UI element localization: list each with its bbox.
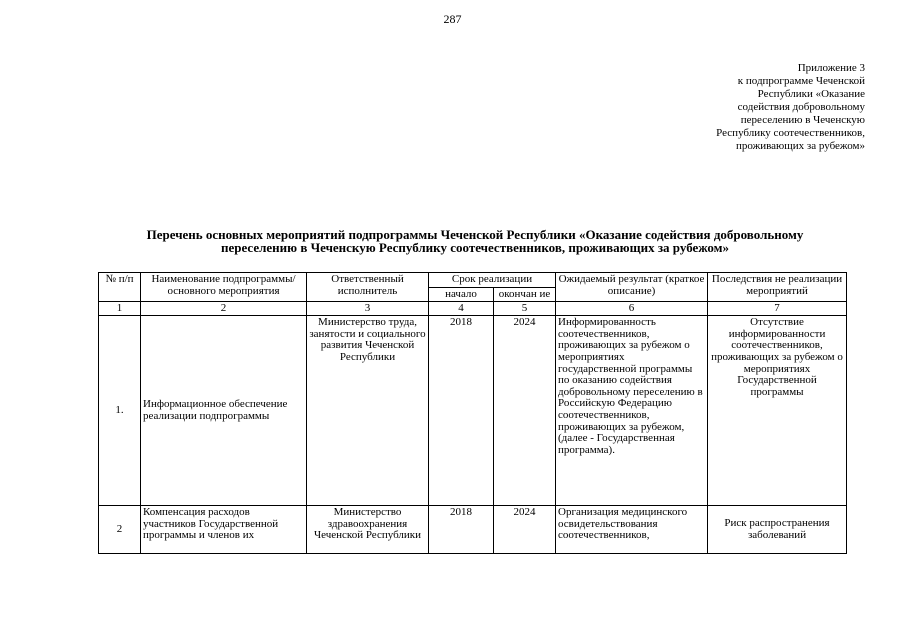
appendix-line: переселению в Чеченскую [740,114,865,126]
column-number: 3 [307,302,429,316]
appendix-line: Республики «Оказание [757,88,865,100]
appendix-line: Республику соотечественников, [716,127,865,139]
column-number: 6 [556,302,708,316]
header-period: Срок реализации [429,273,556,288]
row-name: Компенсация расходов участников Государственной программы и членов их [141,506,307,554]
column-number: 5 [494,302,556,316]
row-name: Информационное обеспечение реализации подпрограммы [141,316,307,506]
row-result: Информированность соотечественников, проживающих за рубежом о мероприятиях государственной программы по оказанию содействия добровольному переселению в Российскую Федерацию соотечественников, проживающих за рубежом, (далее - Государственная программа). [556,316,708,506]
activities-table [98,272,847,554]
row-number: 1. [99,316,141,506]
table-row [99,506,847,554]
table-row [99,316,847,506]
row-executor: Министерство здравоохранения Чеченской Республики [307,506,429,554]
page-number: 287 [443,12,462,26]
column-number: 4 [429,302,494,316]
header-start: начало [429,287,494,302]
column-number-row [99,302,847,316]
title-line-2: переселению в Чеченскую Республику соотечественников, проживающих за рубежом» [220,240,730,255]
row-result: Организация медицинского освидетельствования соотечественников, [556,506,708,554]
header-result: Ожидаемый результат (краткое описание) [556,273,708,302]
column-number: 7 [708,302,847,316]
appendix-line: проживающих за рубежом» [736,140,865,152]
header-name: Наименование подпрограммы/ основного мероприятия [141,273,307,302]
appendix-line: Приложение 3 [797,62,865,74]
row-consequences: Риск распространения заболеваний [708,506,847,554]
header-consequences: Последствия не реализации мероприятий [708,273,847,302]
table-header-row [99,273,847,288]
document-title [80,228,870,254]
row-consequences: Отсутствие информированности соотечественников, проживающих за рубежом о мероприятиях Государственной программы [708,316,847,506]
row-number: 2 [99,506,141,554]
header-end: окончан ие [494,287,556,302]
column-number: 1 [99,302,141,316]
appendix-line: содействия добровольному [737,101,865,113]
row-start: 2018 [429,316,494,506]
row-end: 2024 [494,506,556,554]
header-executor: Ответственный исполнитель [307,273,429,302]
appendix-note [605,62,865,153]
header-number: № п/п [99,273,141,302]
title-line-1: Перечень основных мероприятий подпрограммы Чеченской Республики «Оказание содействия добровольному [146,227,804,242]
row-end: 2024 [494,316,556,506]
appendix-line: к подпрограмме Чеченской [737,75,865,87]
row-start: 2018 [429,506,494,554]
row-executor: Министерство труда, занятости и социального развития Чеченской Республики [307,316,429,506]
column-number: 2 [141,302,307,316]
